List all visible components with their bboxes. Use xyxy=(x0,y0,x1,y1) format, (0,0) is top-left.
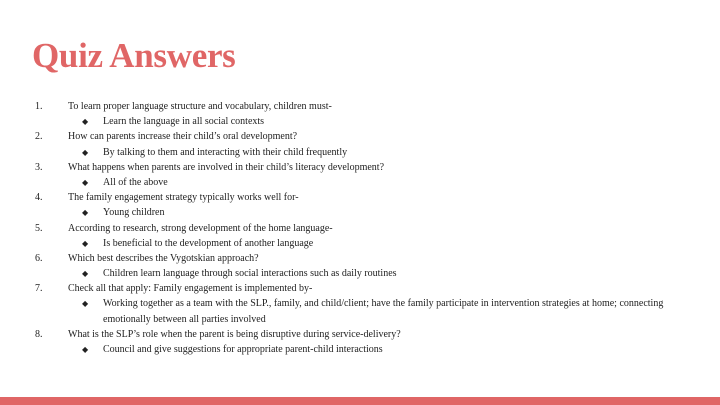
question-text: The family engagement strategy typically works well for- xyxy=(68,192,299,204)
slide-title: Quiz Answers xyxy=(32,36,236,75)
question-number: 7. xyxy=(35,283,43,295)
answer-text: Working together as a team with the SLP., family, and child/client; have the family participate in intervention strategies at home; connecting emotionally between all parties involved xyxy=(103,298,664,325)
question-line xyxy=(0,281,720,296)
question-text: Check all that apply: Family engagement is implemented by- xyxy=(68,283,313,295)
diamond-bullet-icon: ◆ xyxy=(82,177,89,187)
answer-text: Young children xyxy=(103,207,165,219)
question-text: According to research, strong development of the home language- xyxy=(68,222,333,234)
quiz-answer-list xyxy=(0,99,720,357)
diamond-bullet-icon: ◆ xyxy=(82,208,89,218)
question-number: 1. xyxy=(35,101,43,112)
answer-line xyxy=(0,236,720,251)
answer-line xyxy=(0,145,720,160)
quiz-item-4 xyxy=(0,190,720,220)
diamond-bullet-icon: ◆ xyxy=(82,269,89,279)
answer-line xyxy=(0,205,720,220)
question-text: Which best describes the Vygotskian approach? xyxy=(68,252,259,264)
question-number: 8. xyxy=(35,328,43,340)
answer-line xyxy=(0,266,720,281)
diamond-bullet-icon: ◆ xyxy=(82,238,89,248)
question-text: To learn proper language structure and vocabulary, children must- xyxy=(68,101,332,112)
answer-line xyxy=(0,175,720,190)
answer-text: Council and give suggestions for appropriate parent-child interactions xyxy=(103,344,383,356)
question-line xyxy=(0,221,720,236)
question-text: What is the SLP’s role when the parent is being disruptive during service-delivery? xyxy=(68,328,401,340)
diamond-bullet-icon: ◆ xyxy=(82,117,89,127)
question-line xyxy=(0,327,720,342)
answer-text: By talking to them and interacting with their child frequently xyxy=(103,146,348,158)
question-number: 6. xyxy=(35,252,43,264)
question-number: 2. xyxy=(35,131,43,143)
answer-line xyxy=(0,114,720,129)
quiz-item-7 xyxy=(0,281,720,327)
bottom-accent-bar xyxy=(0,397,720,405)
question-number: 3. xyxy=(35,161,43,173)
quiz-item-2 xyxy=(0,129,720,159)
question-line xyxy=(0,160,720,175)
question-text: How can parents increase their child’s oral development? xyxy=(68,131,298,143)
diamond-bullet-icon: ◆ xyxy=(82,299,89,309)
question-number: 4. xyxy=(35,192,43,204)
quiz-item-6 xyxy=(0,251,720,281)
question-line xyxy=(0,129,720,144)
answer-text: Children learn language through social interactions such as daily routines xyxy=(103,268,397,280)
answer-text: Learn the language in all social contexts xyxy=(103,116,265,128)
question-line xyxy=(0,99,720,114)
question-line xyxy=(0,190,720,205)
quiz-item-5 xyxy=(0,221,720,251)
question-text: What happens when parents are involved in their child’s literacy development? xyxy=(68,161,385,173)
answer-text: All of the above xyxy=(103,176,168,188)
diamond-bullet-icon: ◆ xyxy=(82,345,89,355)
question-number: 5. xyxy=(35,222,43,234)
answer-text: Is beneficial to the development of another language xyxy=(103,237,314,249)
answer-line xyxy=(0,296,720,326)
question-line xyxy=(0,251,720,266)
diamond-bullet-icon: ◆ xyxy=(82,147,89,157)
quiz-item-1 xyxy=(0,99,720,129)
quiz-item-8 xyxy=(0,327,720,357)
quiz-item-3 xyxy=(0,160,720,190)
answer-line xyxy=(0,342,720,357)
